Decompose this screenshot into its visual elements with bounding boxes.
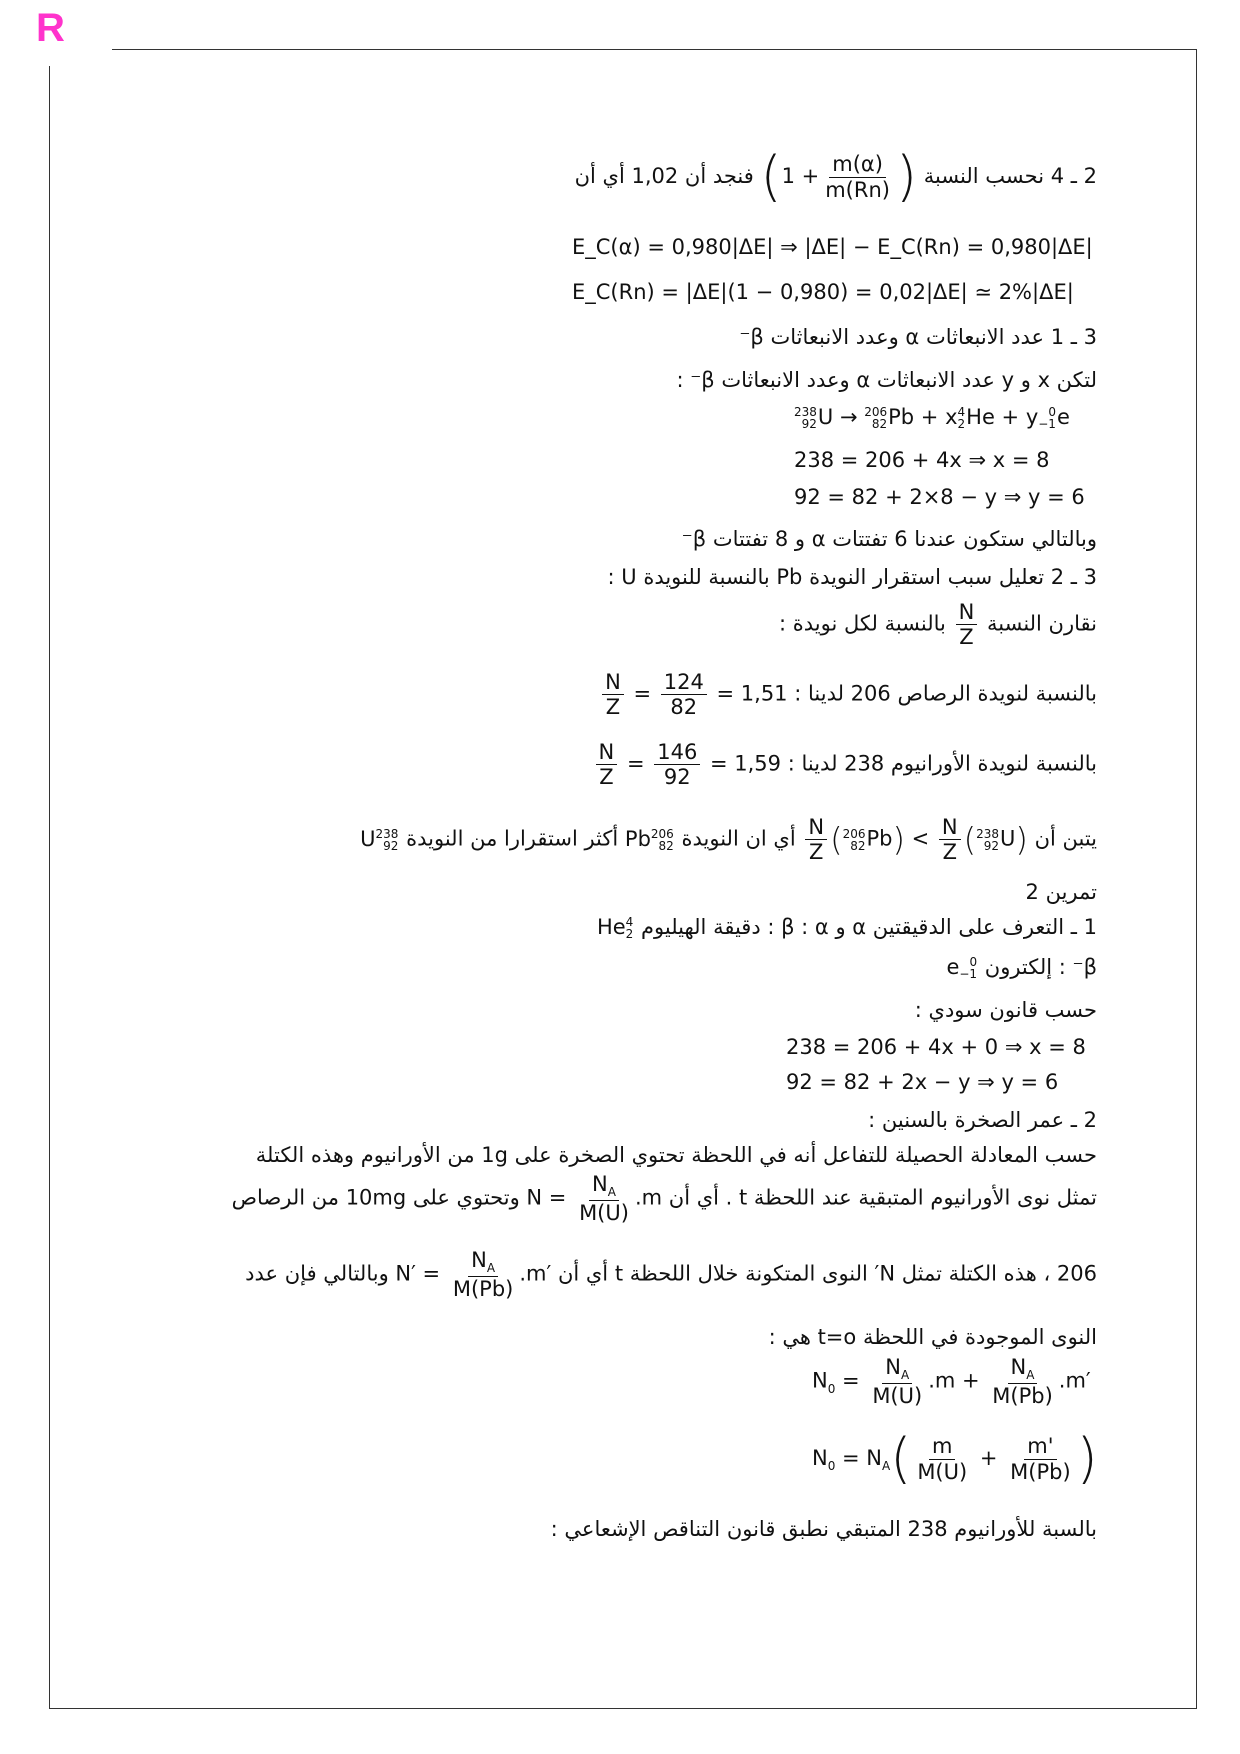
n0-equation-2: $N_0 = N_A$( $\frac{m}{M(U)}$ + $\frac{m'}{M(Pb)}$ ) — [812, 1427, 1098, 1490]
decay-law-line: بالسبة للأورانيوم 238 المتبقي نطبق قانون التناقص الإشعاعي : — [550, 1517, 1097, 1541]
ratio-numerator: m(α) — [829, 152, 886, 177]
u-ratio-line: بالنسبة لنويدة الأورانيوم 238 لدينا : $\frac{N}{Z}$ = $\frac{146}{92}$ = 1,59 — [593, 740, 1097, 789]
line3-text-b: وبالتالي فإن عدد — [245, 1261, 389, 1286]
u-protons: 92 — [663, 765, 691, 790]
result-text-a: يتبن أن — [1034, 826, 1097, 851]
electron-line: β⁻ : إلكترون 0 −1 e — [946, 955, 1097, 981]
frame-left-rule — [49, 66, 50, 1709]
particles-text: 1 ـ التعرف على الدقيقتين α و β : α : دقيقة الهيليوم — [641, 915, 1097, 939]
ratio-expression: (1 + $\frac{m(\alpha)}{m(Rn)}$ ) — [760, 145, 918, 208]
s32-title: 3 ـ 2 تعليل سبب استقرار النويدة Pb بالنسبة للنويدة U : — [607, 565, 1097, 589]
ratio-denominator: m(Rn) — [825, 177, 890, 202]
paragraph-line-1: حسب المعادلة الحصيلة للتفاعل أنه في اللحظة تحتوي الصخرة على 1g من الأورانيوم وهذه الكتلة — [255, 1143, 1097, 1167]
pb-ratio-value: 1,51 — [740, 681, 788, 706]
paragraph-line-2: تمثل نوى الأورانيوم المتبقية عند اللحظة t . أي أن N = $\frac{N_A}{M(U)}$ .m وتحتوي على 10mg من الرصاص — [231, 1172, 1097, 1225]
s32-compare: نقارن النسبة $\frac{N}{Z}$ بالنسبة لكل نويدة : — [779, 600, 1097, 650]
charge-balance: 92 = 82 + 2×8 − y ⇒ y = 6 — [794, 485, 1085, 509]
u-ratio-value: 1,59 — [734, 751, 782, 776]
soddy-law: حسب قانون سودي : — [914, 998, 1097, 1022]
s31-let: لتكن x و y عدد الانبعاثات α وعدد الانبعاثات β⁻ : — [676, 368, 1097, 392]
n0-equation-1: $N_0$ = $\frac{N_A}{M(U)}$ .m + $\frac{N_A}{M(Pb)}$ .m′ — [812, 1355, 1091, 1408]
pb-neutrons: 124 — [661, 670, 707, 695]
logo: R — [36, 6, 66, 50]
paragraph-line-3: 206 ، هذه الكتلة تمثل N′ النوى المتكونة خلال اللحظة t أي أن N′ = $\frac{N_A}{M(Pb)}$ .m′ وبالتالي فإن عدد — [245, 1248, 1097, 1301]
mass-balance: 238 = 206 + 4x ⇒ x = 8 — [794, 448, 1050, 472]
line2-text-b: وتحتوي على 10mg من الرصاص — [231, 1185, 520, 1210]
soddy-charge-eq: 92 = 82 + 2x − y ⇒ y = 6 — [786, 1070, 1059, 1094]
s31-title: 3 ـ 1 عدد الانبعاثات α وعدد الانبعاثات β⁻ — [739, 325, 1097, 349]
line2-text-a: تمثل نوى الأورانيوم المتبقية عند اللحظة t . أي أن — [668, 1185, 1097, 1210]
pb-ratio-text: بالنسبة لنويدة الرصاص 206 لدينا : — [794, 681, 1097, 706]
frame-bottom-rule — [49, 1708, 1197, 1709]
pb-protons: 82 — [670, 695, 698, 720]
paragraph-line-4: النوى الموجودة في اللحظة t=o هي : — [768, 1325, 1097, 1349]
result-text-b: أي ان النويدة — [681, 826, 796, 851]
frame-top-rule — [112, 49, 1197, 50]
soddy-mass-eq: 238 = 206 + 4x + 0 ⇒ x = 8 — [786, 1035, 1086, 1059]
energy-eq-1: E_C(α) = 0,980|ΔE| ⇒ |ΔE| − E_C(Rn) = 0,980|ΔE| — [572, 235, 1093, 259]
s31-conclusion: وبالتالي ستكون عندنا 6 تفتتات α و 8 تفتتات β⁻ — [681, 527, 1097, 551]
line3-text-a: 206 ، هذه الكتلة تمثل N′ النوى المتكونة خلال اللحظة t أي أن — [557, 1261, 1097, 1286]
ratio-text-a: 2 ـ 4 نحسب النسبة — [923, 164, 1097, 188]
decay-equation: 238 92 U → 206 82 Pb + x 4 2 He + y 0 −1 e — [794, 405, 1070, 431]
u-ratio-text: بالنسبة لنويدة الأورانيوم 238 لدينا : — [787, 751, 1097, 776]
compare-text-a: نقارن النسبة — [986, 611, 1097, 636]
pb-ratio-line: بالنسبة لنويدة الرصاص 206 لدينا : $\frac{N}{Z}$ = $\frac{124}{82}$ = 1,51 — [599, 670, 1097, 719]
exercise-2-title: تمرين 2 — [1025, 880, 1097, 904]
ratio-text-b: فنجد أن 1,02 أي أن — [574, 164, 754, 188]
result-text-c: أكثر استقرارا من النويدة — [406, 826, 619, 851]
u-neutrons: 146 — [654, 740, 700, 765]
frame-right-rule — [1196, 49, 1197, 1709]
energy-eq-2: E_C(Rn) = |ΔE|(1 − 0,980) = 0,02|ΔE| ≃ 2%|ΔE| — [572, 280, 1074, 304]
compare-text-b: بالنسبة لكل نويدة : — [779, 611, 946, 636]
electron-text: β⁻ : إلكترون — [984, 955, 1097, 979]
particles-line: 1 ـ التعرف على الدقيقتين α و β : α : دقيقة الهيليوم 4 2 He — [596, 915, 1097, 941]
rock-age-title: 2 ـ عمر الصخرة بالسنين : — [868, 1108, 1097, 1132]
ratio-line — [574, 145, 1097, 208]
stability-result: يتبن أن $\frac{N}{Z}$ ( 206 82 Pb) < $\frac{N}{Z}$ ( 238 92 U) أي ان النويدة 206 82 Pb أكثر استقرارا من النويدة 238 92 U — [360, 815, 1097, 865]
